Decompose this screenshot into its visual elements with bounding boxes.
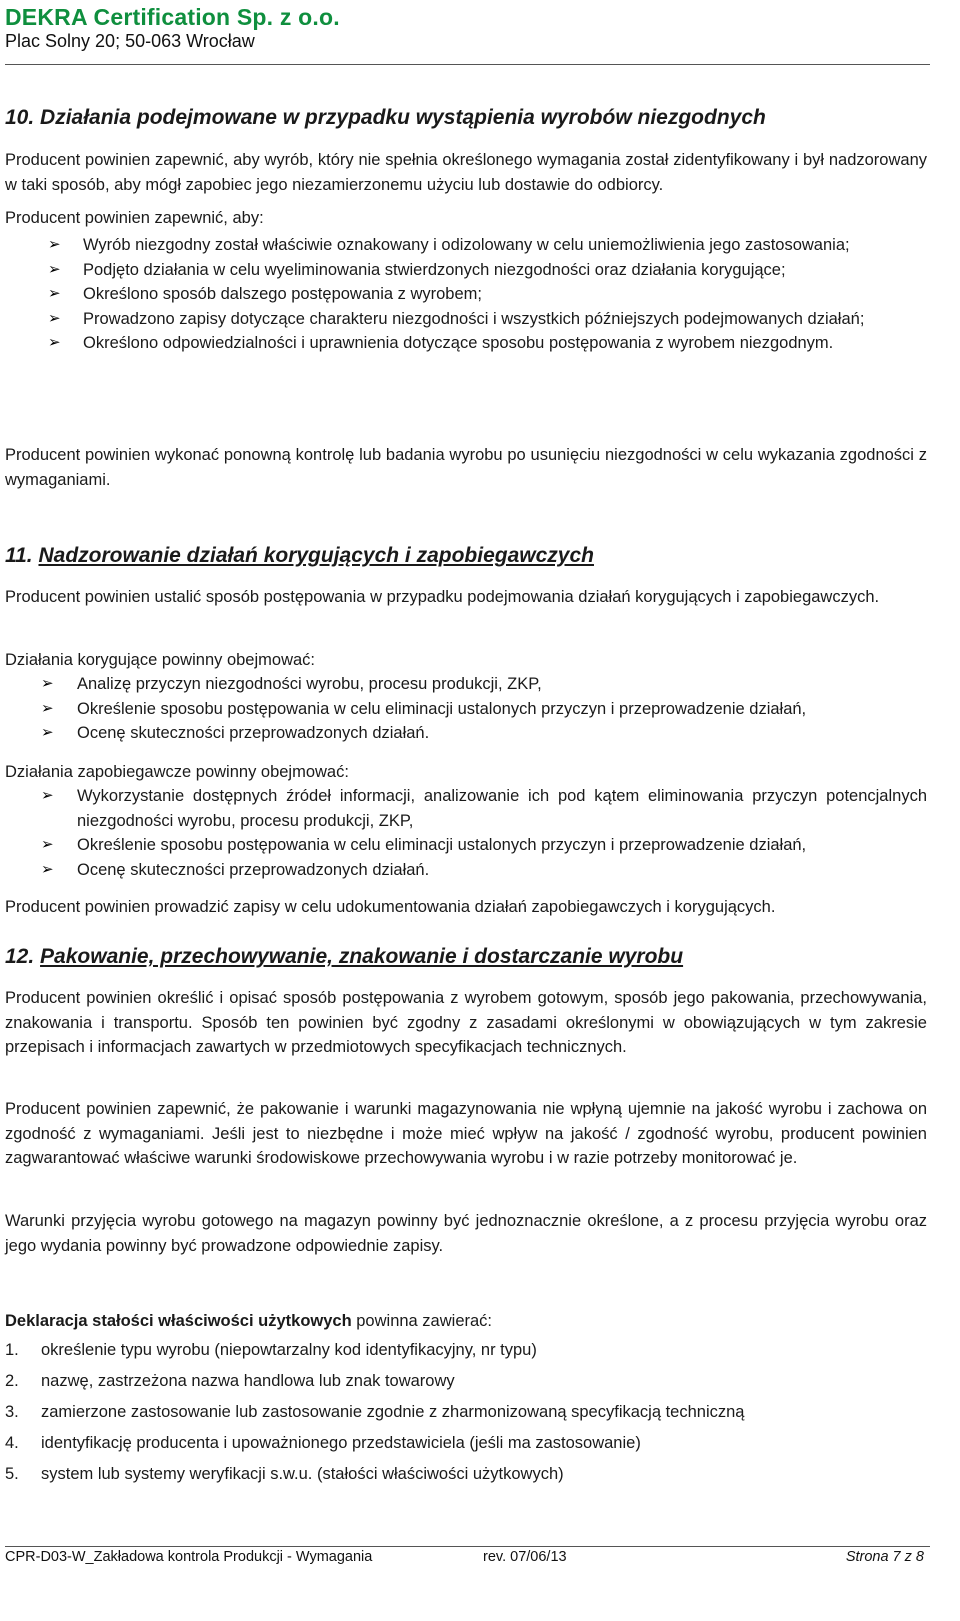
preventive-list [5, 784, 927, 882]
list-item: ➢ Analizę przyczyn niezgodności wyrobu, procesu produkcji, ZKP, [5, 672, 927, 697]
list-item: 2. nazwę, zastrzeżona nazwa handlowa lub znak towarowy [5, 1372, 455, 1390]
preventive-intro: Działania zapobiegawcze powinny obejmować: [5, 763, 349, 781]
list-item: 4. identyfikację producenta i upoważnionego przedstawiciela (jeśli ma zastosowanie) [5, 1434, 641, 1452]
company-address: Plac Solny 20; 50-063 Wrocław [5, 31, 255, 51]
section-11-title: Nadzorowanie działań korygujących i zapobiegawczych [38, 544, 594, 567]
section-11-paragraph-2: Producent powinien prowadzić zapisy w celu udokumentowania działań zapobiegawczych i korygujących. [5, 898, 776, 916]
section-12-heading [5, 945, 683, 969]
section-12-paragraph-2: Producent powinien zapewnić, że pakowanie i warunki magazynowania nie wpłyną ujemnie na jakość wyrobu i zachowa on zgodność z wymaganiami. Jeśli jest to niezbędne i może mieć wpływ na jakość / zgodność wyrobu, producent powinien zagwarantować właściwe warunki środowiskowe przechowywania wyrobu i w razie potrzeby monitorować je. [5, 1100, 927, 1167]
section-10-paragraph-1: Producent powinien zapewnić, aby wyrób, który nie spełnia określonego wymagania został zidentyfikowany i był nadzorowany w taki sposób, aby mógł zapobiec jego niezamierzonemu użyciu lub dostawie do odbiorcy. [5, 151, 927, 194]
section-12-title: Pakowanie, przechowywanie, znakowanie i dostarczanie wyrobu [40, 945, 684, 968]
arrow-bullet-icon: ➢ [41, 836, 54, 853]
footer-page-number: Strona 7 z 8 [845, 1549, 924, 1565]
section-12-paragraph-1: Producent powinien określić i opisać sposób postępowania z wyrobem gotowym, sposób jego pakowania, przechowywania, znakowania i transportu. Sposób ten powinien być zgodny z zasadami określonymi w obowiązujących w tym zakresie przepisach i informacjach zawartych w przedmiotowych specyfikacjach technicznych. [5, 989, 927, 1056]
corrective-intro: Działania korygujące powinny obejmować: [5, 651, 315, 669]
arrow-bullet-icon: ➢ [41, 787, 54, 804]
arrow-bullet-icon: ➢ [41, 699, 54, 717]
list-item: 1. określenie typu wyrobu (niepowtarzalny kod identyfikacyjny, nr typu) [5, 1341, 537, 1359]
section-10-paragraph-2: Producent powinien wykonać ponowną kontrolę lub badania wyrobu po usunięciu niezgodności w celu wykazania zgodności z wymaganiami. [5, 446, 927, 489]
arrow-bullet-icon: ➢ [48, 309, 61, 327]
declaration-intro-rest: powinna zawierać: [351, 1312, 492, 1330]
list-item: 3. zamierzone zastosowanie lub zastosowanie zgodnie z zharmonizowaną specyfikacją techniczną [5, 1403, 745, 1421]
list-item: ➢ Prowadzono zapisy dotyczące charakteru niezgodności i wszystkich późniejszych podejmowanych działań; [5, 307, 927, 332]
section-11-number: 11. [5, 544, 33, 567]
section-12-paragraph-3: Warunki przyjęcia wyrobu gotowego na magazyn powinny być jednoznacznie określone, a z procesu przyjęcia wyrobu oraz jego wydania powinny być prowadzone odpowiednie zapisy. [5, 1212, 927, 1255]
arrow-bullet-icon: ➢ [41, 675, 54, 692]
list-item: 5. system lub systemy weryfikacji s.w.u. (stałości właściwości użytkowych) [5, 1465, 564, 1483]
arrow-bullet-icon: ➢ [48, 285, 61, 302]
section-10-intro: Producent powinien zapewnić, aby: [5, 209, 264, 227]
section-11-paragraph-1: Producent powinien ustalić sposób postępowania w przypadku podejmowania działań korygujących i zapobiegawczych. [5, 588, 880, 606]
list-item: ➢ Podjęto działania w celu wyeliminowania stwierdzonych niezgodności oraz działania korygujące; [5, 258, 927, 283]
section-12-number: 12. [5, 945, 35, 968]
arrow-bullet-icon: ➢ [48, 260, 61, 278]
declaration-intro [5, 1309, 927, 1334]
list-item: ➢ Określenie sposobu postępowania w celu eliminacji ustalonych przyczyn i przeprowadzenie działań, [5, 833, 927, 858]
arrow-bullet-icon: ➢ [41, 860, 54, 878]
section-10-heading: 10. Działania podejmowane w przypadku wystąpienia wyrobów niezgodnych [5, 106, 766, 129]
list-item: ➢ Wyrób niezgodny został właściwie oznakowany i odizolowany w celu uniemożliwienia jego zastosowania; [5, 233, 927, 258]
company-name: DEKRA Certification Sp. z o.o. [5, 4, 340, 30]
header-divider [5, 64, 930, 65]
arrow-bullet-icon: ➢ [48, 334, 61, 351]
footer-divider [5, 1546, 930, 1547]
list-item: ➢ Wykorzystanie dostępnych źródeł informacji, analizowanie ich pod kątem eliminowania przyczyn potencjalnych niezgodności wyrobu, procesu produkcji, ZKP, [5, 784, 927, 833]
list-item: ➢ Ocenę skuteczności przeprowadzonych działań. [5, 858, 927, 883]
list-item: ➢ Określenie sposobu postępowania w celu eliminacji ustalonych przyczyn i przeprowadzenie działań, [5, 697, 927, 722]
declaration-intro-bold: Deklaracja stałości właściwości użytkowych [5, 1312, 352, 1330]
declaration-list [5, 1338, 927, 1493]
arrow-bullet-icon: ➢ [48, 236, 61, 253]
list-item: ➢ Określono sposób dalszego postępowania z wyrobem; [5, 282, 927, 307]
list-item: ➢ Określono odpowiedzialności i uprawnienia dotyczące sposobu postępowania z wyrobem niezgodnym. [5, 331, 927, 356]
section-11-heading [5, 544, 594, 568]
section-10-list [5, 233, 927, 356]
corrective-list [5, 672, 927, 746]
list-item: ➢ Ocenę skuteczności przeprowadzonych działań. [5, 721, 927, 746]
arrow-bullet-icon: ➢ [41, 724, 54, 741]
footer-revision: rev. 07/06/13 [483, 1549, 567, 1565]
footer-document-name: CPR-D03-W_Zakładowa kontrola Produkcji - Wymagania [5, 1549, 373, 1565]
